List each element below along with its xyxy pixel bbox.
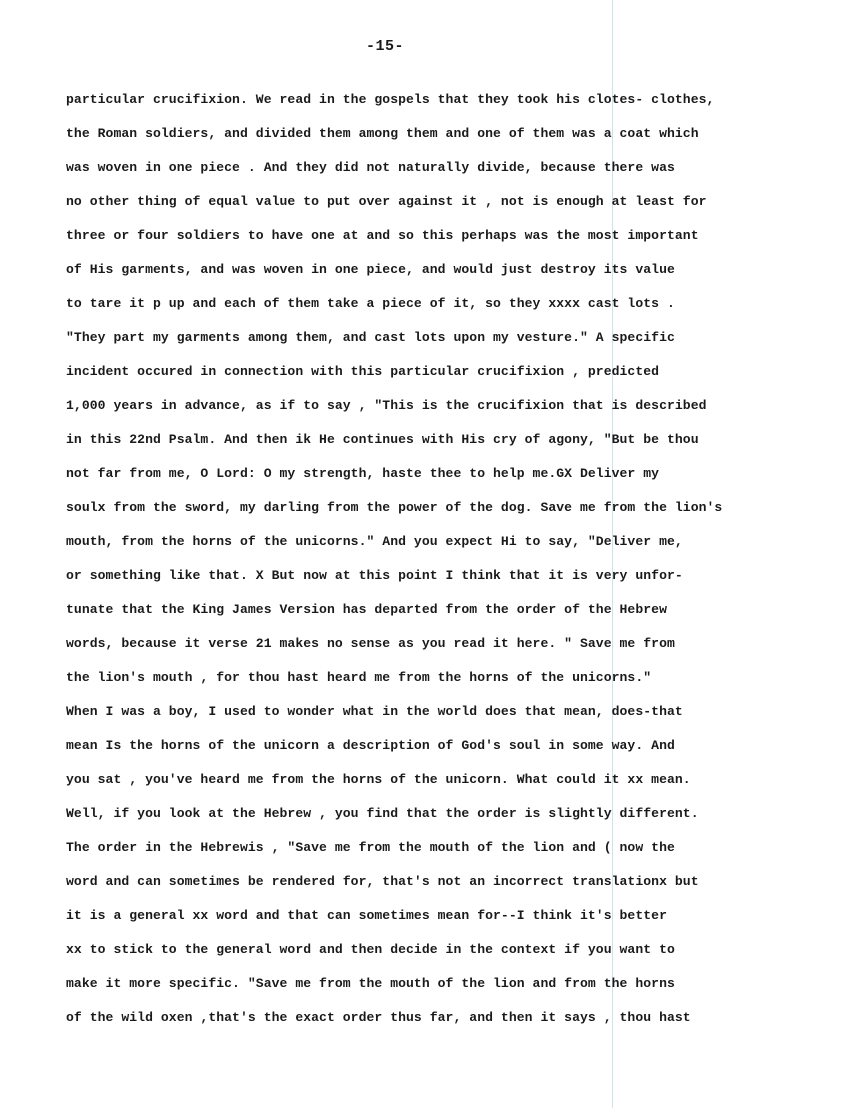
text-line: the lion's mouth , for thou hast heard me from the horns of the unicorns." [66, 670, 652, 685]
text-line: make it more specific. "Save me from the mouth of the lion and from the horns [66, 976, 675, 991]
text-line: mean Is the horns of the unicorn a description of God's soul in some way. And [66, 738, 675, 753]
text-line: was woven in one piece . And they did not naturally divide, because there was [66, 160, 675, 175]
text-line: Well, if you look at the Hebrew , you find that the order is slightly different. [66, 806, 699, 821]
text-line: of His garments, and was woven in one piece, and would just destroy its value [66, 262, 675, 277]
text-line: soulx from the sword, my darling from the power of the dog. Save me from the lion's [66, 500, 723, 515]
text-line: 1,000 years in advance, as if to say , "This is the crucifixion that is described [66, 398, 707, 413]
text-line: no other thing of equal value to put over against it , not is enough at least for [66, 194, 707, 209]
text-line: three or four soldiers to have one at and so this perhaps was the most important [66, 228, 699, 243]
text-line: particular crucifixion. We read in the gospels that they took his clotes- clothes, [66, 92, 715, 107]
text-line: xx to stick to the general word and then decide in the context if you want to [66, 942, 675, 957]
text-line: tunate that the King James Version has departed from the order of the Hebrew [66, 602, 667, 617]
text-line: incident occured in connection with this particular crucifixion , predicted [66, 364, 660, 379]
text-line: "They part my garments among them, and cast lots upon my vesture." A specific [66, 330, 675, 345]
text-line: of the wild oxen ,that's the exact order thus far, and then it says , thou hast [66, 1010, 691, 1025]
text-line: it is a general xx word and that can sometimes mean for--I think it's better [66, 908, 667, 923]
text-line: or something like that. X But now at this point I think that it is very unfor- [66, 568, 683, 583]
text-line: word and can sometimes be rendered for, that's not an incorrect translationx but [66, 874, 699, 889]
text-line: you sat , you've heard me from the horns of the unicorn. What could it xx mean. [66, 772, 691, 787]
text-line: mouth, from the horns of the unicorns." And you expect Hi to say, "Deliver me, [66, 534, 683, 549]
text-line: the Roman soldiers, and divided them among them and one of them was a coat which [66, 126, 699, 141]
page-number: -15- [366, 38, 405, 55]
text-line: to tare it p up and each of them take a piece of it, so they xxxx cast lots . [66, 296, 675, 311]
text-line: in this 22nd Psalm. And then ik He continues with His cry of agony, "But be thou [66, 432, 699, 447]
text-line: words, because it verse 21 makes no sense as you read it here. " Save me from [66, 636, 675, 651]
text-line: When I was a boy, I used to wonder what in the world does that mean, does-that [66, 704, 683, 719]
text-line: not far from me, O Lord: O my strength, haste thee to help me.GX Deliver my [66, 466, 660, 481]
text-line: The order in the Hebrewis , "Save me from the mouth of the lion and ( now the [66, 840, 675, 855]
